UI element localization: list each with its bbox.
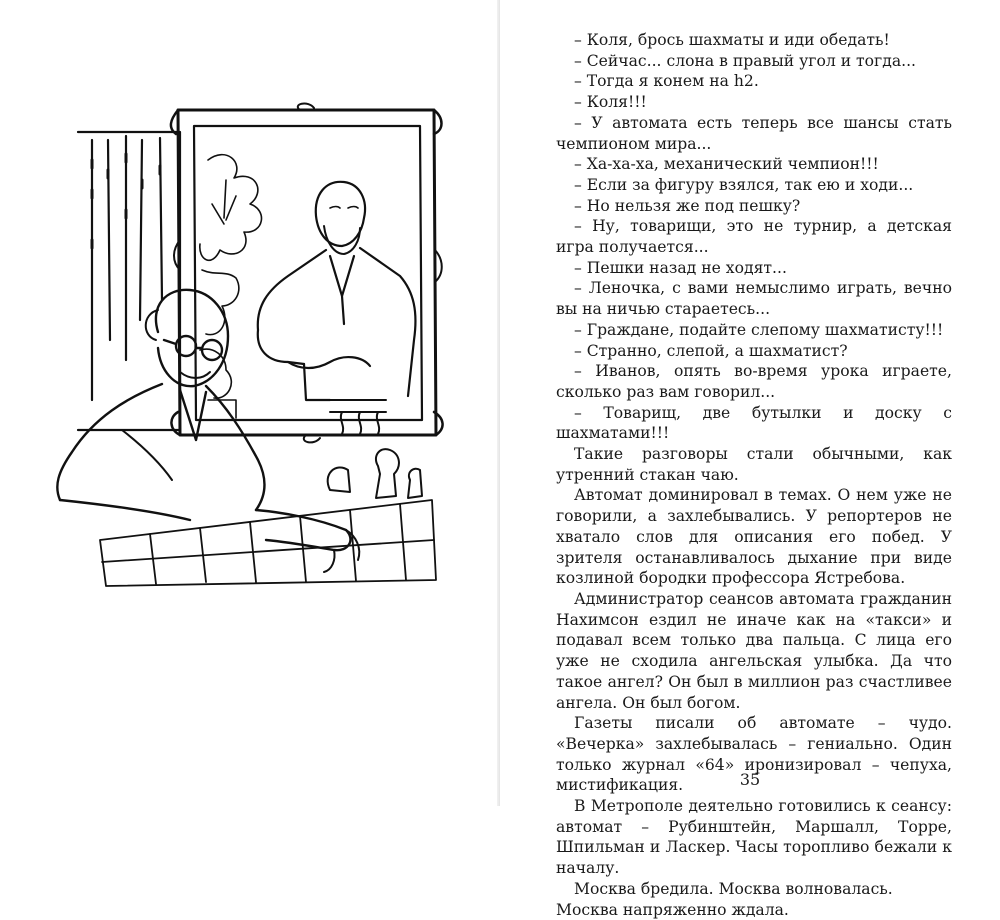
paragraph: – Коля!!! xyxy=(574,93,647,112)
paragraph: – Ха-ха-ха, механический чемпион!!! xyxy=(574,155,879,174)
paragraph: – Иванов, опять во-время урока играете, сколько раз вам говорил... xyxy=(556,362,952,401)
paragraph: – Тогда я конем на h2. xyxy=(574,72,759,91)
paragraph: Москва бредила. Москва волновалась. Москва напряженно ждала. xyxy=(556,879,893,919)
right-page xyxy=(500,0,1000,919)
paragraph: – Коля, брось шахматы и иди обедать! xyxy=(574,31,890,49)
window-curtain xyxy=(78,132,180,430)
paragraph: – Но нельзя же под пешку? xyxy=(574,196,801,215)
paragraph: – Если за фигуру взялся, так ею и ходи... xyxy=(574,175,914,194)
paragraph: Автомат доминировал в темах. О нем уже не говорили, а захлебывались. У репортеров не хватало слов для описания его побед. У зрителя останавливалось дыхание при виде козлиной бородки профессора Ястребова. xyxy=(556,486,952,588)
chess-table xyxy=(100,449,436,586)
left-page xyxy=(0,0,500,806)
paragraph: – Ну, товарищи, это не турнир, а детская игра получается... xyxy=(556,217,952,257)
paragraph: – У автомата есть теперь все шансы стать чемпионом мира... xyxy=(556,113,952,153)
paragraph: – Граждане, подайте слепому шахматисту!!! xyxy=(574,320,944,339)
page-number: 35 xyxy=(739,770,761,789)
paragraph: – Леночка, с вами немыслимо играть, вечно вы на ничью стараетесь... xyxy=(556,279,952,319)
paragraph: Такие разговоры стали обычными, как утренний стакан чаю. xyxy=(556,445,952,484)
portrait-gentleman xyxy=(258,182,416,434)
paragraph: Газеты писали об автомате – чудо. «Вечерка» захлебывалась – гениально. Один только журнал «64» иронизировал – чепуха, мистификация. xyxy=(556,714,952,795)
paragraph: Администратор сеансов автомата гражданин Нахимсон ездил не иначе как на «такси» и подавал всем только два пальца. С лица его уже не сходила ангельская улыбка. Да что такое ангел? Он был в миллион раз счастливее ангела. Он был богом. xyxy=(556,589,952,712)
paragraph: – Пешки назад не ходят... xyxy=(574,258,787,277)
paragraph: – Сейчас... слона в правый угол и тогда... xyxy=(574,51,916,70)
paragraph: – Товарищ, две бутылки и доску с шахматами!!! xyxy=(556,403,952,443)
paragraph: В Метрополе деятельно готовились к сеансу: автомат – Рубинштейн, Маршалл, Торре, Шпильман и Ласкер. Часы торопливо бежали к началу. xyxy=(556,797,952,878)
chess-player-illustration xyxy=(30,100,470,620)
paragraph: – Странно, слепой, а шахматист? xyxy=(574,341,848,360)
